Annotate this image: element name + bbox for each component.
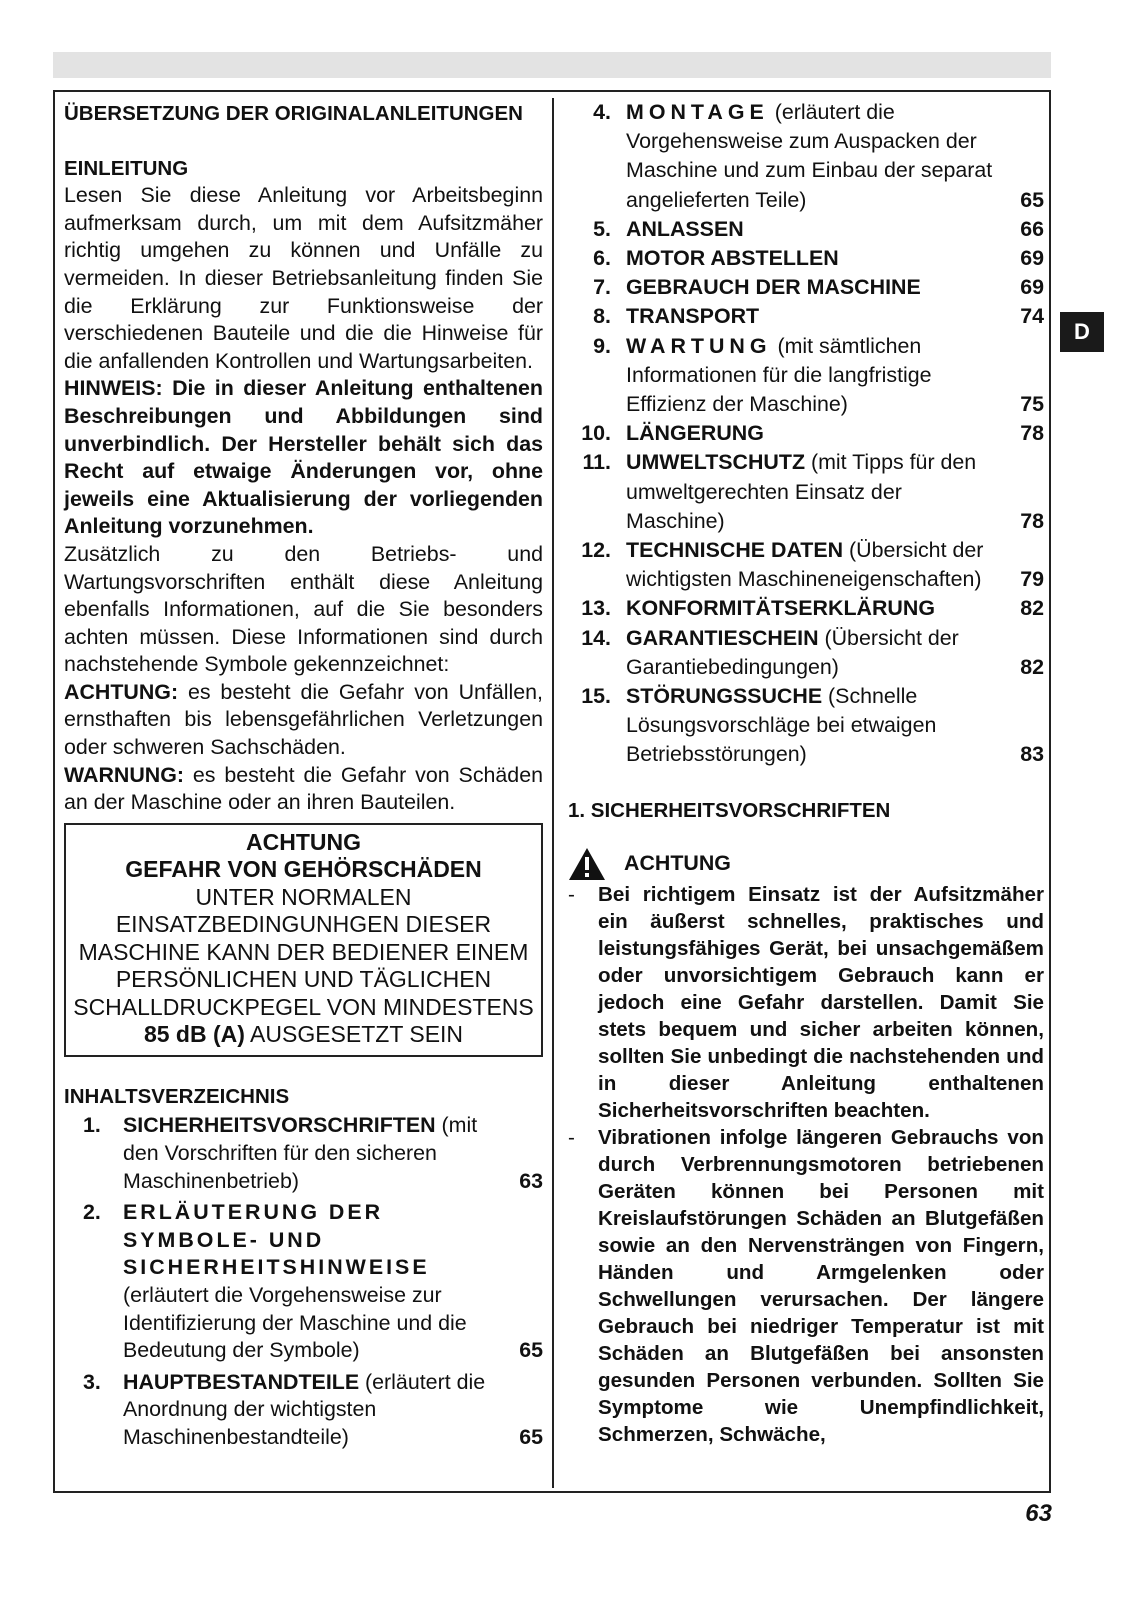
toc-number: 5. <box>593 216 611 241</box>
toc-title-text: UMWELTSCHUTZ <box>626 450 806 475</box>
box-title: ACHTUNG <box>246 828 361 855</box>
toc-title-text: GEBRAUCH DER MASCHINE <box>626 275 921 300</box>
toc-title-text: ANLASSEN <box>626 216 744 241</box>
toc-desc: (mit Tipps für den umweltgerechten Einsatz der Maschine) <box>626 450 977 533</box>
toc-desc: (mit sämtlichen Informationen für die langfristige Effizienz der Maschine) <box>626 333 932 417</box>
toc-number: 3. <box>83 1369 101 1394</box>
box-tail: AUSGESETZT SEIN <box>244 1021 464 1048</box>
column-divider <box>552 98 554 1488</box>
list-item: - Bei richtigem Einsatz ist der Aufsitzmäher ein äußerst schnelles, praktisches und leistungsfähiges Gerät, bei unsachgemäßem oder unvorsichtigem Gebrauch kann er jedoch eine Gefahr darstellen. Damit Sie stets bequem und sicher arbeiten können, sollten Sie unbedingt die nachstehenden und in dieser Anleitung enthaltenen Sicherheitsvorschriften beachten. <box>568 882 1044 1122</box>
warning-triangle-icon <box>568 847 606 881</box>
safety-bullets <box>568 881 1044 1448</box>
intro-title: EINLEITUNG <box>64 156 189 180</box>
toc-title-text: MOTOR ABSTELLEN <box>626 246 839 271</box>
toc-page: 79 <box>1020 567 1044 592</box>
box-level: 85 dB (A) <box>143 1021 245 1048</box>
toc-title-text: KONFORMITÄTSERKLÄRUNG <box>626 596 935 621</box>
toc-desc: (mit den Vorschriften für den sicheren Maschinenbetrieb) <box>123 1113 478 1193</box>
language-tab: D <box>1060 312 1104 352</box>
toc-item[interactable] <box>568 98 1044 215</box>
toc-number: 13. <box>581 596 611 621</box>
toc-title-text: GARANTIESCHEIN <box>626 625 819 650</box>
toc-number: 7. <box>593 275 611 300</box>
toc-item[interactable] <box>568 594 1044 623</box>
toc-number: 2. <box>83 1200 101 1225</box>
toc-number: 10. <box>581 421 611 446</box>
toc-item[interactable] <box>568 536 1044 594</box>
bullet-text: Bei richtigem Einsatz ist der Aufsitzmäher ein äußerst schnelles, praktisches und leistungsfähiges Gerät, bei unsachgemäßem oder unvorsichtigem Gebrauch kann er jedoch eine Gefahr darstellen. Damit Sie stets bequem und sicher arbeiten können, sollten Sie unbedingt die nachstehenden und in dieser Anleitung enthaltenen Sicherheitsvorschriften beachten. <box>598 882 1044 1122</box>
toc-title-text: TRANSPORT <box>626 304 760 329</box>
toc-item[interactable] <box>64 1199 543 1365</box>
toc-item[interactable] <box>568 273 1044 302</box>
toc-page: 82 <box>1020 596 1044 621</box>
hearing-warning-box <box>64 823 543 1057</box>
warnung-paragraph <box>64 762 543 817</box>
list-item: - Vibrationen infolge längeren Gebrauchs von durch Verbrennungsmotoren betriebenen Geräten können bei Personen mit Kreislaufstörungen Schäden an Blutgefäßen sowie an den Nervensträngen von Fingern, Händen und Armgelenken oder Schwellungen verursachen. Der längere Gebrauch bei niedriger Temperatur ist mit Schäden an Blutgefäßen bei ansonsten gesunden Personen verbunden. Sollten Sie Symptome wie Unempfindlichkeit, Schmerzen, Schwäche, <box>568 1125 1044 1446</box>
toc-number: 8. <box>593 304 611 329</box>
toc-number: 14. <box>581 625 611 650</box>
achtung-paragraph <box>64 679 543 762</box>
toc-number: 15. <box>581 684 611 709</box>
left-column <box>64 100 543 1452</box>
symbols-text: Zusätzlich zu den Betriebs- und Wartungsvorschriften enthält diese Anleitung ebenfalls Informationen, auf die Sie besonders achten müssen. Diese Informationen sind durch nachstehende Symbole gekennzeichnet: <box>64 541 543 677</box>
toc-page: 75 <box>1020 392 1044 417</box>
toc-page: 74 <box>1020 304 1044 329</box>
toc-number: 6. <box>593 246 611 271</box>
toc-item[interactable] <box>568 332 1044 420</box>
toc-page: 66 <box>1020 216 1044 241</box>
toc-page: 69 <box>1020 246 1044 271</box>
warnung-text: es besteht die Gefahr von Schäden an der Maschine oder an ihren Bauteilen. <box>64 762 543 815</box>
page-number: 63 <box>1025 1500 1052 1527</box>
bullet-text: Vibrationen infolge längeren Gebrauchs von durch Verbrennungsmotoren betriebenen Geräten können bei Personen mit Kreislaufstörungen Schäden an Blutgefäßen sowie an den Nervensträngen von Fingern, Händen und Armgelenken oder Schwellungen verursachen. Der längere Gebrauch bei niedriger Temperatur ist mit Schäden an Blutgefäßen bei ansonsten gesunden Personen verbunden. Sollten Sie Symptome wie Unempfindlichkeit, Schmerzen, Schwäche, <box>598 1125 1044 1446</box>
box-body: UNTER NORMALEN EINSATZBEDINGUNHGEN DIESER MASCHINE KANN DER BEDIENER EINEM PERSÖNLICHEN UND TÄGLICHEN SCHALLDRUCKPEGEL VON MINDESTENS <box>73 883 534 1020</box>
toc-continued <box>568 98 1044 770</box>
intro-text: Lesen Sie diese Anleitung vor Arbeitsbeginn aufmerksam durch, um mit dem Aufsitzmäher richtig umgehen zu können und Unfälle zu vermeiden. In dieser Betriebsanleitung finden Sie die Erklärung zur Funktionsweise der verschiedenen Bauteile und die die Hinweise für die anfallenden Kontrollen und Wartungsarbeiten. <box>64 183 543 373</box>
toc-item[interactable] <box>568 215 1044 244</box>
toc-number: 11. <box>582 450 611 475</box>
toc-item[interactable] <box>568 244 1044 273</box>
toc-item[interactable] <box>568 419 1044 448</box>
toc-title: INHALTSVERZEICHNIS <box>64 1084 290 1108</box>
notice-text: HINWEIS: Die in dieser Anleitung enthaltenen Beschreibungen und Abbildungen sind unverbindlich. Der Hersteller behält sich das Recht auf etwaige Änderungen vor, ohne jeweils eine Aktualisierung der vorliegenden Anleitung vorzunehmen. <box>64 376 543 539</box>
toc-number: 12. <box>581 538 611 563</box>
toc-page: 83 <box>1020 742 1044 767</box>
toc-page: 82 <box>1020 654 1044 679</box>
toc-number: 4. <box>593 100 611 124</box>
warning-label: ACHTUNG <box>624 851 731 876</box>
toc-desc: (Übersicht der Garantiebedingungen) <box>626 625 959 679</box>
toc-page: 63 <box>519 1168 543 1193</box>
toc-title-text: LÄNGERUNG <box>626 421 764 446</box>
achtung-text: es besteht die Gefahr von Unfällen, ernsthaften bis lebensgefährlichen Verletzungen oder schweren Sachschäden. <box>64 679 543 760</box>
toc-number: 1. <box>83 1113 101 1138</box>
header-bar <box>53 52 1051 78</box>
toc-page: 65 <box>519 1424 543 1449</box>
toc-page: 65 <box>519 1338 543 1363</box>
toc-title-text: HAUPTBESTANDTEILE <box>123 1369 360 1394</box>
toc-page: 78 <box>1020 508 1044 533</box>
box-level-line <box>72 1021 535 1049</box>
warning-heading <box>568 847 1044 881</box>
toc-item[interactable] <box>568 682 1044 770</box>
toc-page: 65 <box>1020 187 1044 212</box>
toc-title-text: ERLÄUTERUNG DER SYMBOLE- UND SICHERHEITSHINWEISE <box>123 1200 430 1280</box>
translation-heading: ÜBERSETZUNG DER ORIGINALANLEITUNGEN <box>64 102 523 125</box>
toc-item[interactable] <box>64 1369 543 1452</box>
toc-title-text: WARTUNG <box>626 333 772 358</box>
toc-title-text: TECHNISCHE DATEN <box>626 538 844 563</box>
achtung-label: ACHTUNG: <box>64 679 179 704</box>
toc-page: 78 <box>1020 421 1044 446</box>
toc-desc: (Übersicht der wichtigsten Maschineneigenschaften) <box>626 538 984 592</box>
toc-desc: (Schnelle Lösungsvorschläge bei etwaigen Betriebsstörungen) <box>626 684 937 767</box>
toc-item[interactable] <box>568 624 1044 682</box>
toc-title-text: SICHERHEITSVORSCHRIFTEN <box>123 1113 436 1138</box>
toc-desc: (erläutert die Vorgehensweise zur Identifizierung der Maschine und die Bedeutung der Symbole) <box>123 1283 467 1363</box>
toc-title-text: STÖRUNGSSUCHE <box>626 684 823 709</box>
toc-item[interactable] <box>568 302 1044 331</box>
toc-desc: (erläutert die Vorgehensweise zum Auspacken der Maschine und zum Einbau der separat angelieferten Teile) <box>626 100 993 212</box>
toc-title-text: MONTAGE <box>626 100 769 124</box>
right-column <box>568 98 1044 1448</box>
toc-item[interactable] <box>64 1112 543 1195</box>
toc-desc: (erläutert die Anordnung der wichtigsten Maschinenbestandteile) <box>123 1369 486 1449</box>
section-title: 1. SICHERHEITSVORSCHRIFTEN <box>568 798 891 822</box>
toc-number: 9. <box>593 333 611 358</box>
toc-page: 69 <box>1020 275 1044 300</box>
toc-item[interactable] <box>568 448 1044 536</box>
box-subtitle: GEFAHR VON GEHÖRSCHÄDEN <box>125 856 482 883</box>
warnung-label: WARNUNG: <box>64 762 185 787</box>
